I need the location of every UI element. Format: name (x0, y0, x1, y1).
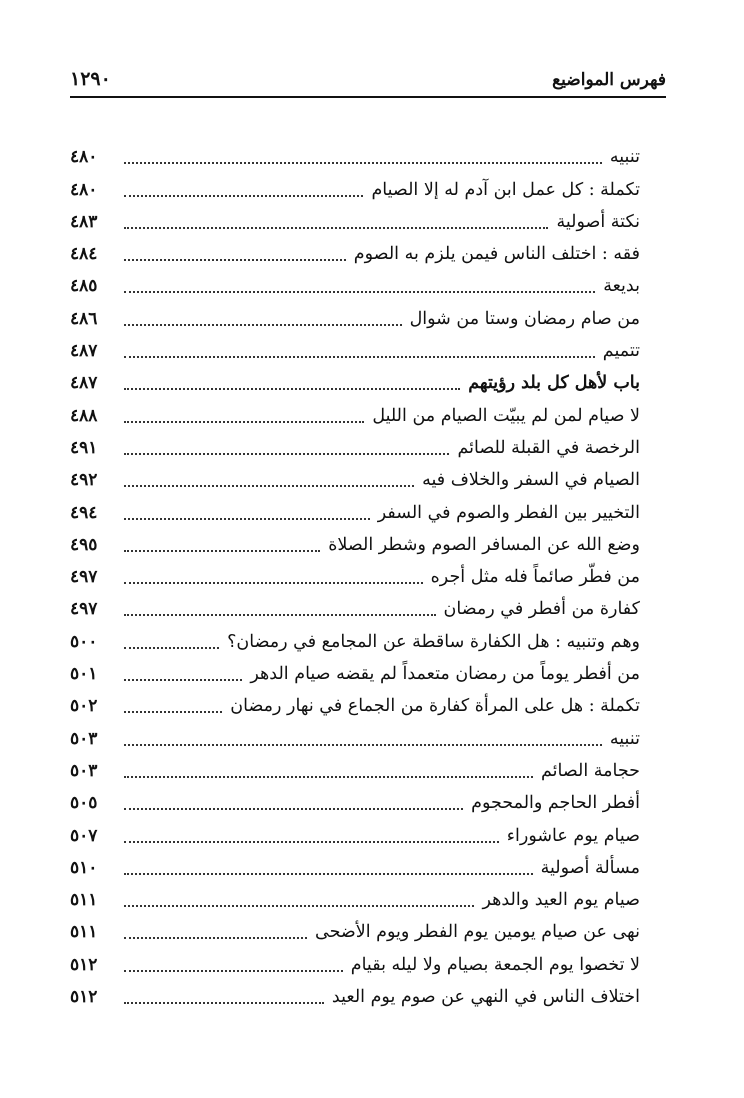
toc-leader-dots (124, 873, 533, 875)
toc-entry-page: ٤٩١ (70, 437, 98, 458)
toc-entry-page: ٥١١ (70, 922, 98, 943)
toc-entry-title: صيام يوم العيد والدهر (482, 890, 640, 911)
toc-entry-page: ٤٨٨ (70, 405, 98, 426)
toc-leader-dots (124, 905, 474, 907)
toc-entry (70, 593, 640, 625)
toc-entry (70, 432, 640, 464)
toc-entry (70, 173, 640, 205)
toc-entry-title: نكتة أصولية (556, 211, 640, 232)
toc-leader-dots (124, 291, 595, 293)
toc-entry-page: ٤٩٥ (70, 534, 98, 555)
toc-entry-title: لا صيام لمن لم يبيّت الصيام من الليل (372, 405, 640, 426)
toc-entry (70, 819, 640, 851)
toc-entry (70, 852, 640, 884)
toc-entry-page: ٥١٠ (70, 857, 98, 878)
toc-entry-page: ٤٨٦ (70, 308, 98, 329)
toc-leader-dots (124, 970, 343, 972)
toc-entry-page: ٤٩٧ (70, 567, 98, 588)
toc-entry-page: ٤٨٠ (70, 179, 98, 200)
toc-leader-dots (124, 841, 499, 843)
toc-entry-title: تتميم (602, 341, 640, 362)
toc-leader-dots (124, 679, 242, 681)
toc-entry (70, 367, 640, 399)
toc-leader-dots (124, 937, 307, 939)
toc-entry-page: ٥١١ (70, 890, 98, 911)
toc-entry (70, 625, 640, 657)
toc-entry-page: ٥٠٠ (70, 631, 98, 652)
toc-entry (70, 141, 640, 173)
toc-entry-title: تكملة : هل على المرأة كفارة من الجماع في نهار رمضان (230, 696, 640, 717)
toc-entry-title: تنبيه (609, 147, 640, 168)
toc-entry-page: ٤٨٧ (70, 373, 98, 394)
toc-entry-page: ٤٩٧ (70, 599, 98, 620)
toc-entry-title: نهى عن صيام يومين يوم الفطر ويوم الأضحى (314, 922, 640, 943)
toc-entry-title: الرخصة في القبلة للصائم (457, 437, 640, 458)
toc-entry-page: ٥٠١ (70, 664, 98, 685)
toc-entry-page: ٥٠٥ (70, 793, 98, 814)
toc-leader-dots (124, 324, 402, 326)
toc-entry-title: صيام يوم عاشوراء (506, 825, 640, 846)
page-header (70, 66, 666, 98)
toc-leader-dots (124, 711, 222, 713)
toc-leader-dots (124, 744, 602, 746)
toc-leader-dots (124, 388, 460, 390)
toc-leader-dots (124, 1002, 324, 1004)
toc-entry-page: ٤٨٥ (70, 276, 98, 297)
toc-leader-dots (124, 550, 320, 552)
toc-entry-page: ٤٨٧ (70, 341, 98, 362)
toc-entry (70, 884, 640, 916)
toc-entry-title: الصيام في السفر والخلاف فيه (422, 470, 640, 491)
toc-entry (70, 399, 640, 431)
toc-entry-page: ٤٨٣ (70, 211, 98, 232)
toc-leader-dots (124, 227, 548, 229)
toc-entry-page: ٥١٢ (70, 987, 98, 1008)
toc-entry (70, 787, 640, 819)
toc-leader-dots (124, 582, 423, 584)
toc-entry-title: حجامة الصائم (541, 760, 640, 781)
page-number: ١٢٩٠ (70, 68, 111, 90)
toc-entry-title: فقه : اختلف الناس فيمن يلزم به الصوم (353, 244, 640, 265)
toc-entry (70, 206, 640, 238)
toc-entry (70, 690, 640, 722)
toc-entry-page: ٤٩٢ (70, 470, 98, 491)
toc-entry-title: وضع الله عن المسافر الصوم وشطر الصلاة (328, 534, 640, 555)
toc-entry-title: من صام رمضان وستا من شوال (409, 308, 640, 329)
toc-entry (70, 270, 640, 302)
toc-leader-dots (124, 259, 346, 261)
toc-leader-dots (124, 647, 219, 649)
toc-entry (70, 464, 640, 496)
toc-entry (70, 529, 640, 561)
toc-entry (70, 948, 640, 980)
toc-leader-dots (124, 356, 595, 358)
toc-entry (70, 916, 640, 948)
toc-entry-title: بديعة (603, 276, 640, 297)
toc-entry-title: اختلاف الناس في النهي عن صوم يوم العيد (331, 987, 640, 1008)
toc-entry-title: تنبيه (609, 728, 640, 749)
toc-leader-dots (124, 808, 463, 810)
toc-entry-title: من فطّر صائماً فله مثل أجره (430, 567, 640, 588)
toc-leader-dots (124, 518, 370, 520)
toc-leader-dots (124, 453, 449, 455)
toc-leader-dots (124, 776, 533, 778)
toc-entry (70, 658, 640, 690)
toc-entry-page: ٥٠٧ (70, 825, 98, 846)
toc-entry (70, 561, 640, 593)
toc-entry-title: باب لأهل كل بلد رؤيتهم (468, 373, 640, 394)
toc-entry-title: تكملة : كل عمل ابن آدم له إلا الصيام (371, 179, 640, 200)
toc-entry (70, 722, 640, 754)
running-title: فهرس المواضيع (552, 70, 666, 90)
toc-entry-title: أفطر الحاجم والمحجوم (471, 793, 640, 814)
toc-entry-title: وهم وتنبيه : هل الكفارة ساقطة عن المجامع في رمضان؟ (227, 631, 640, 652)
toc-entry (70, 238, 640, 270)
toc-entry-page: ٤٩٤ (70, 502, 98, 523)
toc-entry-page: ٤٨٠ (70, 147, 98, 168)
toc-entry-title: لا تخصوا يوم الجمعة بصيام ولا ليله بقيام (350, 954, 640, 975)
toc-entry-title: كفارة من أفطر في رمضان (443, 599, 640, 620)
toc-entry-title: مسألة أصولية (540, 857, 640, 878)
toc-leader-dots (124, 614, 436, 616)
toc-entry-page: ٥٠٣ (70, 760, 98, 781)
toc-leader-dots (124, 162, 602, 164)
toc-entry-page: ٥١٢ (70, 954, 98, 975)
toc-entry (70, 335, 640, 367)
table-of-contents (70, 141, 640, 1013)
toc-entry (70, 981, 640, 1013)
toc-leader-dots (124, 195, 363, 197)
toc-entry-title: التخيير بين الفطر والصوم في السفر (377, 502, 640, 523)
toc-entry (70, 755, 640, 787)
toc-entry-title: من أفطر يوماً من رمضان متعمداً لم يقضه صيام الدهر (250, 664, 640, 685)
toc-entry (70, 496, 640, 528)
toc-leader-dots (124, 421, 364, 423)
toc-entry-page: ٥٠٢ (70, 696, 98, 717)
toc-leader-dots (124, 485, 414, 487)
toc-entry (70, 302, 640, 334)
toc-entry-page: ٥٠٣ (70, 728, 98, 749)
toc-entry-page: ٤٨٤ (70, 244, 98, 265)
